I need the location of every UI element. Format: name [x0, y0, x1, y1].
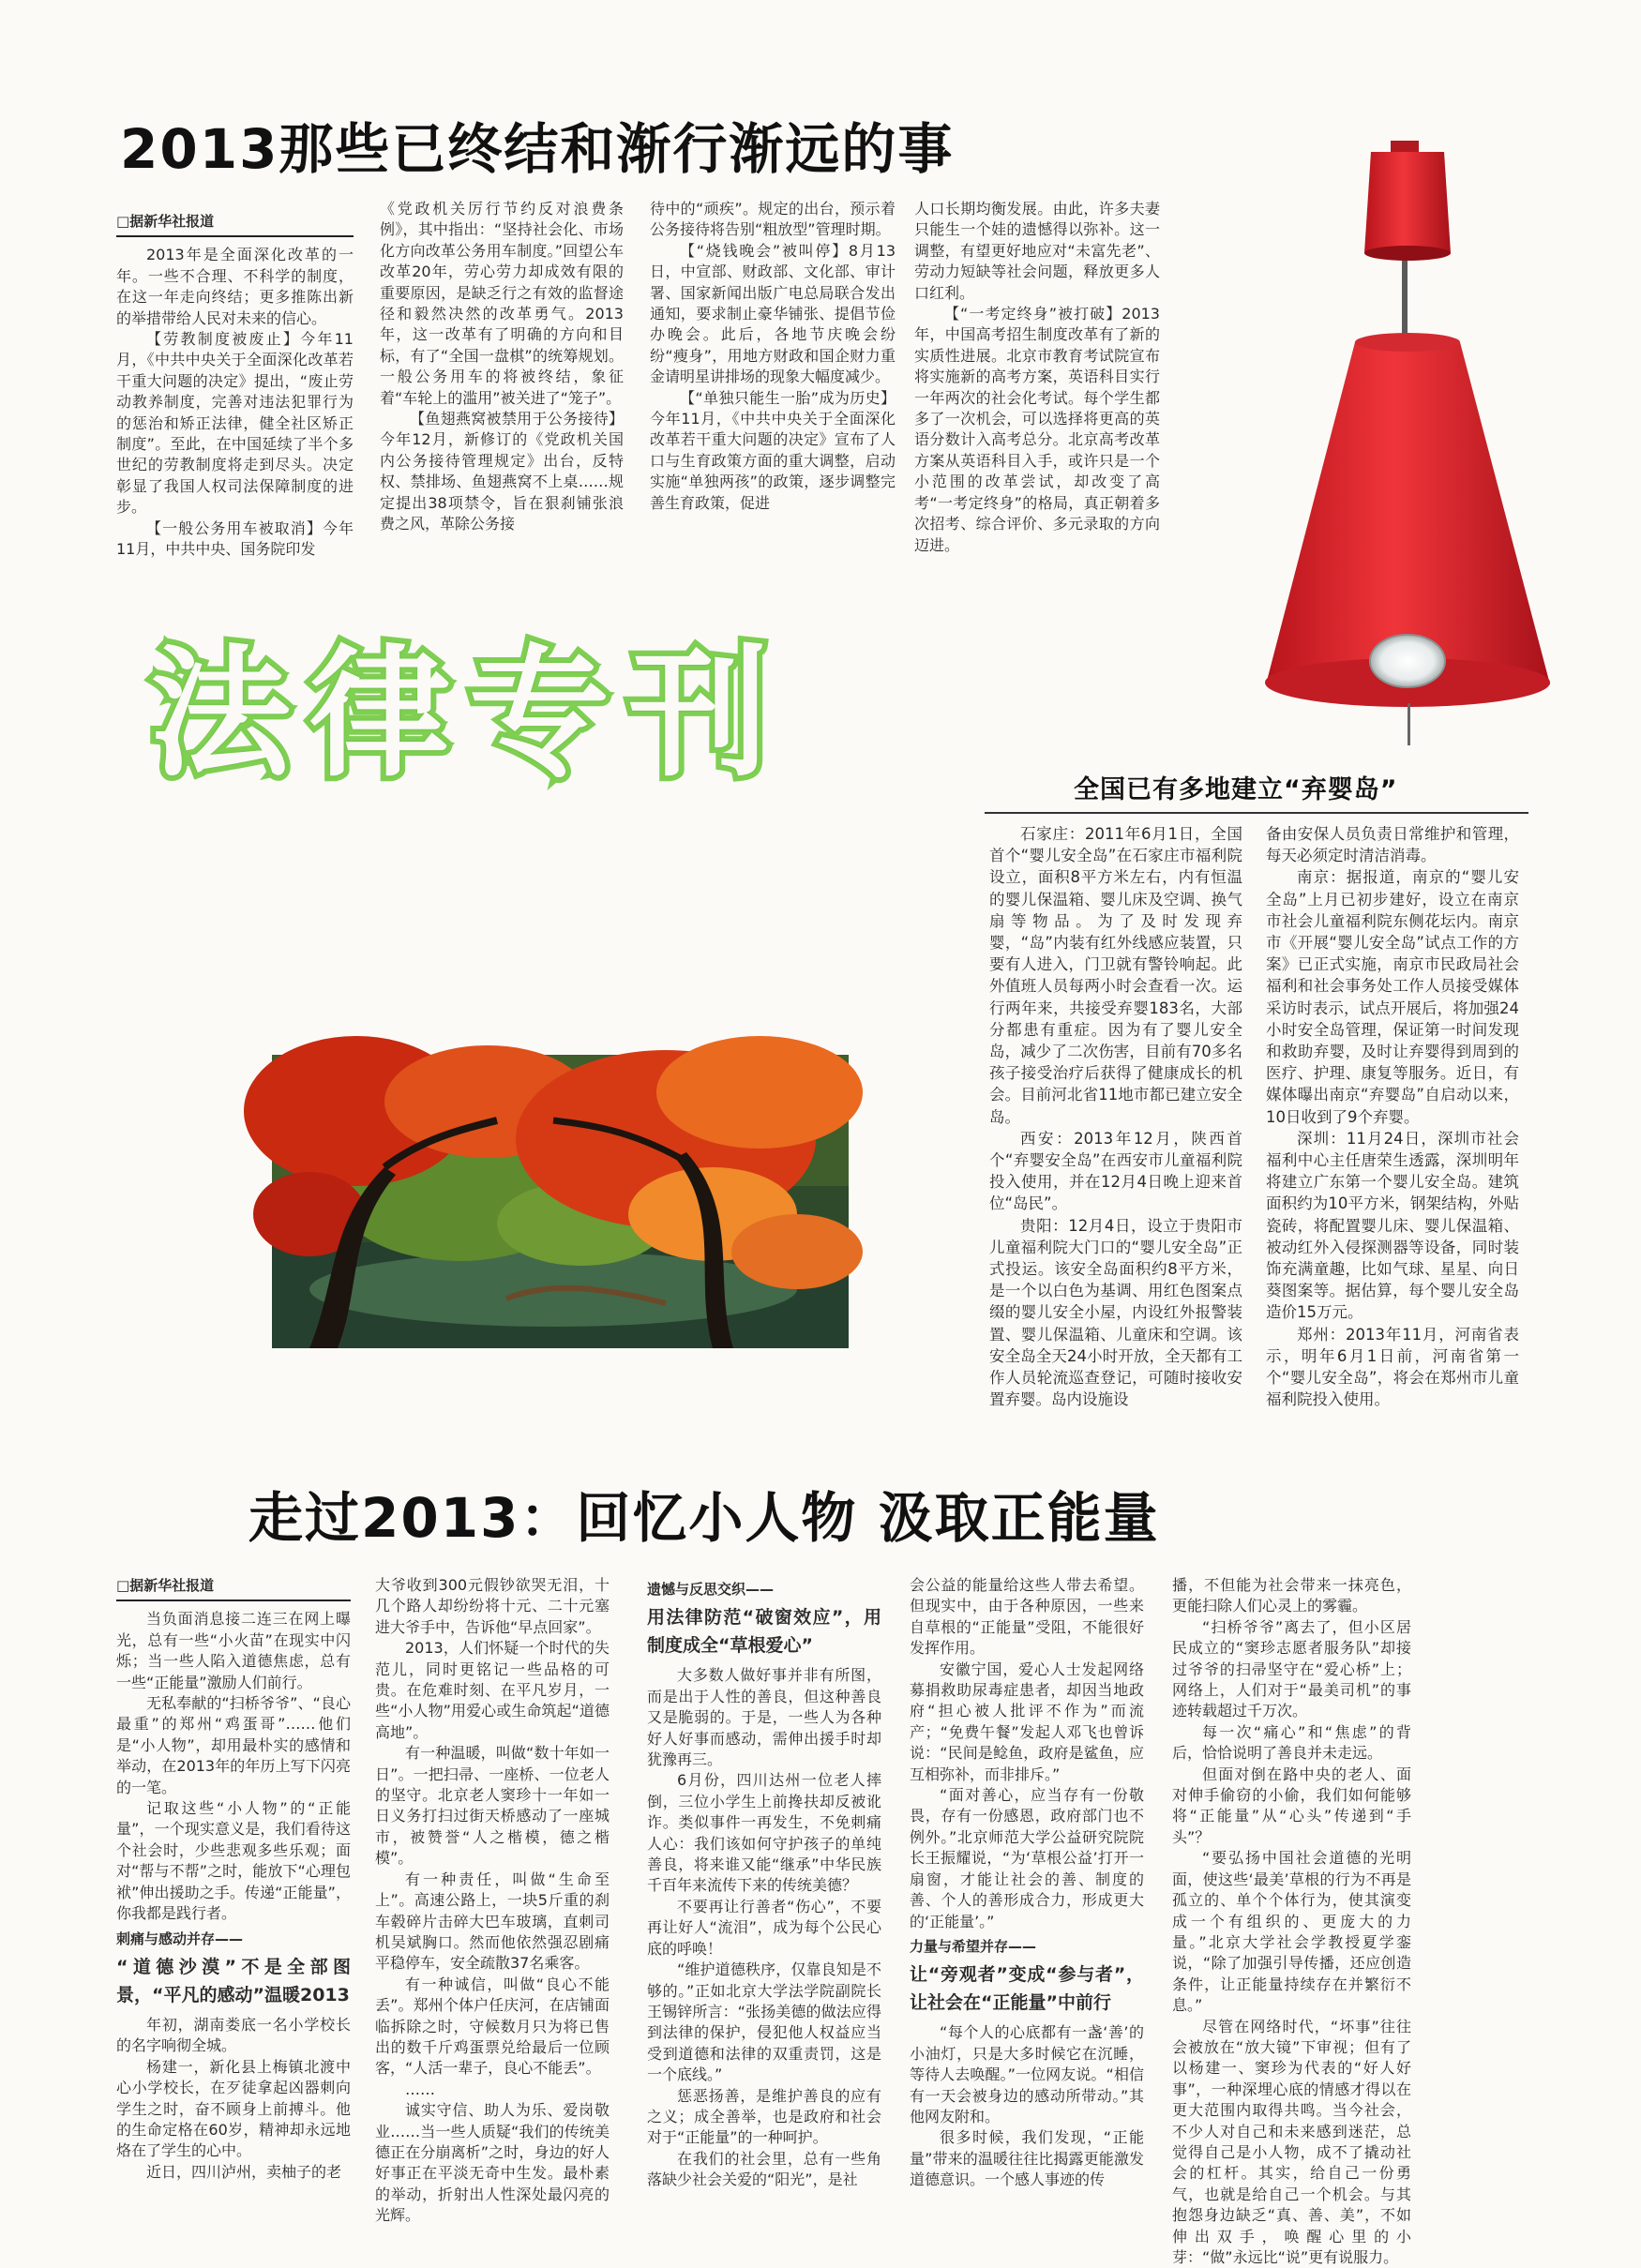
paragraph: 备由安保人员负责日常维护和管理，每天必须定时清洁消毒。	[1266, 825, 1519, 865]
paragraph: 【“烧钱晚会”被叫停】8月13日，中宣部、财政部、文化部、审计署、国家新闻出版广电总局联合发出通知，要求制止豪华铺张、提倡节俭办晚会。此后，各地节庆晚会纷纷“瘦身”，用地方财政和国企财力重金请明星讲排场的现象大幅度减少。	[650, 241, 896, 386]
paragraph: 贵阳：12月4日，设立于贵阳市儿童福利院大门口的“婴儿安全岛”正式投运。该安全岛面积约8平方米，是一个以白色为基调、用红色图案点缀的婴儿安全小屋，内设红外报警装置、婴儿保温箱、儿童床和空调。该安全岛全天24小时开放，全天都有工作人员轮流巡查登记，可随时接收安置弃婴。岛内设施设	[989, 1216, 1242, 1409]
paragraph: 6月份，四川达州一位老人摔倒，三位小学生上前搀扶却反被讹诈。类似事件一再发生，不免刺痛人心：我们该如何守护孩子的单纯善良，将来谁又能“继承”中华民族千百年来流传下来的传统美德？	[647, 1771, 881, 1895]
paragraph: 每一次“痛心”和“焦虑”的背后，恰恰说明了善良并未走远。	[1172, 1722, 1411, 1763]
article1-byline: □据新华社报道	[116, 211, 354, 237]
subheading: 让“旁观者”变成“参与者”，让社会在“正能量”中前行	[910, 1964, 1144, 2014]
paragraph: 南京：据报道，南京的“婴儿安全岛”上月已初步建好，设立在南京市社会儿童福利院东侧花坛内。南京市《开展“婴儿安全岛”试点工作的方案》已正式实施，南京市民政局社会福利和社会事务处工作人员接受媒体采访时表示，试点开展后，将加强24小时安全岛管理，保证第一时间发现和救助弃婴，及时让弃婴得到周到的医疗、护理、康复等服务。近日，有媒体曝出南京“弃婴岛”自启动以来，10日收到了9个弃婴。	[1266, 868, 1519, 1126]
article2-col1	[989, 823, 1242, 1449]
paragraph: 有一种诚信，叫做“良心不能丢”。郑州个体户任庆河，在店铺面临拆除之时，守候数月只为将已售出的数千斤鸡蛋票兑给最后一位顾客，“人活一辈子，良心不能丢”。	[375, 1975, 610, 2078]
paragraph: 会公益的能量给这些人带去希望。但现实中，由于各种原因，一些来自草根的“正能量”受阻，不能很好发挥作用。	[910, 1576, 1144, 1658]
paragraph: 杨建一，新化县上梅镇北渡中心小学校长，在歹徒拿起凶器刺向学生之时，奋不顾身上前搏斗。他的生命定格在60岁，精神却永远地烙在了学生的心中。	[116, 2057, 351, 2160]
paragraph: 近日，四川泸州，卖柚子的老	[146, 2162, 342, 2181]
subheading: 遗憾与反思交织——	[647, 1581, 775, 1598]
paragraph: 有一种温暖，叫做“数十年如一日”。一把扫帚、一座桥、一位老人的坚守。北京老人窦珍十一年如一日义务打扫过街天桥感动了一座城市，被赞誉“人之楷模，德之楷模”。	[375, 1744, 610, 1868]
paragraph: 很多时候，我们发现，“正能量”带来的温暖往往比揭露更能激发道德意识。一个感人事迹的传	[910, 2128, 1144, 2189]
paragraph: 【一般公务用车被取消】今年11月，中共中央、国务院印发	[116, 518, 354, 559]
paragraph: 【“单独只能生一胎”成为历史】今年11月，《中共中央关于全面深化改革若干重大问题的决定》宣布了人口与生育政策方面的重大调整，启动实施“单独两孩”的政策，逐步调整完善生育政策，促进	[650, 388, 896, 512]
article1-col1	[116, 211, 354, 581]
subheading: “道德沙漠”不是全部图景，“平凡的感动”温暖2013	[116, 1956, 351, 2005]
subheading: 用法律防范“破窗效应”，用制度成全“草根爱心”	[647, 1607, 881, 1657]
article3-col5	[1172, 1575, 1411, 2266]
paragraph: 但面对倒在路中央的老人、面对伸手偷窃的小偷，我们如何能够将“正能量”从“心头”传递到“手头”？	[1172, 1765, 1411, 1846]
paragraph: 西安：2013年12月，陕西首个“弃婴安全岛”在西安市儿童福利院投入使用，并在12月4日晚上迎来首位“岛民”。	[989, 1129, 1242, 1213]
paragraph: 安徽宁国，爱心人士发起网络募捐救助尿毒症患者，却因当地政府“担心被人批评不作为”而流产；“免费午餐”发起人邓飞也曾诉说：“民间是鲶鱼，政府是鲨鱼，应互相弥补，而非排斥。”	[910, 1660, 1144, 1783]
paragraph: 深圳：11月24日，深圳市社会福利中心主任唐荣生透露，深圳明年将建立广东第一个婴儿安全岛。建筑面积约为10平方米，钢架结构，外贴瓷砖，将配置婴儿床、婴儿保温箱、被动红外入侵探测器等设备，同时装饰充满童趣，比如气球、星星、向日葵图案等。据估算，每个婴儿安全岛造价15万元。	[1266, 1129, 1519, 1322]
paragraph: 人口长期均衡发展。由此，许多夫妻只能生一个娃的遗憾得以弥补。这一调整，有望更好地应对“未富先老”、劳动力短缺等社会问题，释放更多人口红利。	[914, 200, 1160, 302]
paragraph: 年初，湖南娄底一名小学校长的名字响彻全城。	[116, 2015, 351, 2055]
section-title: 法律专刊	[150, 633, 789, 796]
article3-col2	[375, 1575, 610, 2231]
paragraph: 大多数人做好事并非有所图，而是出于人性的善良，但这种善良又是脆弱的。于是，一些人为各种好人好事而感动，需伸出援手时却犹豫再三。	[647, 1666, 881, 1769]
paragraph: 尽管在网络时代，“坏事”往往会被放在“放大镜”下审视；但有了以杨建一、窦珍为代表的“好人好事”，一种深埋心底的情感才得以在更大范围内取得共鸣。当今社会，不少人对自己和未来感到迷茫，总觉得自己是小人物，成不了撬动社会的杠杆。其实，给自己一份勇气，也就是给自己一个机会。与其抱怨身边缺乏“真、善、美”，不如伸出双手，唤醒心里的小芽：“做”永远比“说”更有说服力。	[1172, 2017, 1411, 2266]
paragraph: “面对善心，应当存有一份敬畏，存有一份感恩，政府部门也不例外。”北京师范大学公益研究院院长王振耀说，“为‘草根公益’打开一扇窗，才能让社会的善、制度的善、个人的善形成合力，形成更大的‘正能量’。”	[910, 1786, 1144, 1930]
paragraph: “维护道德秩序，仅靠良知是不够的。”正如北京大学法学院副院长王锡锌所言：“张扬美德的做法应得到法律的保护，侵犯他人权益应当受到道德和法律的双重责罚，这是一个底线。”	[647, 1960, 881, 2084]
paragraph: 当负面消息接二连三在网上曝光，总有一些“小火苗”在现实中闪烁；当一些人陷入道德焦虑，总有一些“正能量”激励人们前行。	[116, 1610, 351, 1691]
red-lamp-illustration	[1252, 141, 1561, 750]
paragraph: “扫桥爷爷”离去了，但小区居民成立的“窦珍志愿者服务队”却接过爷爷的扫帚坚守在“爱心桥”上；网络上，人们对于“最美司机”的事迹转载超过千万次。	[1172, 1617, 1411, 1720]
paragraph: 待中的“顽疾”。规定的出台，预示着公务接待将告别“粗放型”管理时期。	[650, 200, 896, 239]
article3-col3	[647, 1575, 881, 2231]
article2-col2	[1266, 823, 1519, 1449]
paragraph: 惩恶扬善，是维护善良的应有之义；成全善举，也是政府和社会对于“正能量”的一种呵护。	[647, 2086, 881, 2147]
paragraph: 诚实守信、助人为乐、爱岗敬业……当一些人质疑“我们的传统美德正在分崩离析”之时，身边的好人好事正在平淡无奇中生发。最朴素的举动，折射出人性深处最闪亮的光辉。	[375, 2101, 610, 2225]
paragraph: 2013，人们怀疑一个时代的失范儿，同时更铭记一些品格的可贵。在危难时刻、在平凡岁月，一些“小人物”用爱心或生命筑起“道德高地”。	[375, 1639, 610, 1741]
article1-col2	[380, 199, 624, 578]
headline-bottom: 走过2013：回忆小人物 汲取正能量	[248, 1486, 1160, 1550]
subheading: 力量与希望并存——	[910, 1937, 1037, 1955]
paragraph: 大爷收到300元假钞欲哭无泪，十几个路人却纷纷将十元、二十元塞进大爷手中，告诉他“早点回家”。	[375, 1576, 610, 1636]
paragraph: 记取这些“小人物”的“正能量”，一个现实意义是，我们看待这个社会时，少些悲观多些乐观；面对“帮与不帮”之时，能放下“心理包袱”伸出援助之手。传递“正能量”，你我都是践行者。	[116, 1799, 351, 1923]
paragraph: 石家庄：2011年6月1日，全国首个“婴儿安全岛”在石家庄市福利院设立，面积8平方米左右，内有恒温的婴儿保温箱、婴儿床及空调、换气扇等物品。为了及时发现弃婴，“岛”内装有红外线感应装置，只要有人进入，门卫就有警铃响起。此外值班人员每两小时会查看一次。运行两年来，共接受弃婴183名，大部分都患有重症。因为有了婴儿安全岛，减少了二次伤害，目前有70多名孩子接受治疗后获得了健康成长的机会。目前河北省11地市都已建立安全岛。	[989, 825, 1242, 1126]
paragraph: 【劳教制度被废止】今年11月，《中共中央关于全面深化改革若干重大问题的决定》提出，“废止劳动教养制度，完善对违法犯罪行为的惩治和矫正法律，健全社区矫正制度”。至此，在中国延续了半个多世纪的劳教制度将走到尽头。决定彰显了我国人权司法保障制度的进步。	[116, 330, 354, 517]
paragraph: 2013年是全面深化改革的一年。一些不合理、不科学的制度，在这一年走向终结；更多推陈出新的举措带给人民对未来的信心。	[116, 246, 354, 327]
article1-col4	[914, 199, 1160, 578]
paragraph: ……	[405, 2080, 435, 2098]
paragraph: 【“一考定终身”被打破】2013年，中国高考招生制度改革有了新的实质性进展。北京市教育考试院宣布将实施新的高考方案，英语科目实行一年两次的社会化考试。每个学生都多了一次机会，可以选择将更高的英语分数计入高考总分。北京高考改革方案从英语科目入手，或许只是一个小范围的改革尝试，却改变了高考“一考定终身”的格局，真正朝着多次招考、综合评价、多元录取的方向迈进。	[914, 305, 1160, 554]
divider	[985, 812, 1528, 814]
article1-col3	[650, 199, 896, 578]
article3-col4	[910, 1575, 1144, 2231]
paragraph: 在我们的社会里，总有一些角落缺少社会关爱的“阳光”，是社	[647, 2149, 881, 2189]
subheading: 刺痛与感动并存——	[116, 1930, 244, 1947]
autumn-maple-photo	[272, 1055, 849, 1348]
paragraph: “要弘扬中国社会道德的光明面，使这些‘最美’草根的行为不再是孤立的、单个个体行为，使其演变成一个有组织的、更庞大的力量。”北京大学社会学教授夏学銮说，“除了加强引导传播，还应创造条件，让正能量持续存在并繁衍不息。”	[1172, 1849, 1411, 2015]
paragraph: 播，不但能为社会带来一抹亮色，更能扫除人们心灵上的雾霾。	[1172, 1576, 1411, 1615]
paragraph: 不要再让行善者“伤心”，不要再让好人“流泪”，成为每个公民心底的呼唤！	[647, 1897, 881, 1958]
paragraph: “每个人的心底都有一盏‘善’的小油灯，只是大多时候它在沉睡，等待人去唤醒。”一位网友说。“相信有一天会被身边的感动所带动。”其他网友附和。	[910, 2023, 1144, 2125]
article3-byline: □据新华社报道	[116, 1575, 351, 1601]
paragraph: 有一种责任，叫做“生命至上”。高速公路上，一块5斤重的刹车毂碎片击碎大巴车玻璃，直刺司机吴斌胸口。然而他依然强忍剧痛平稳停车，安全疏散37名乘客。	[375, 1870, 610, 1973]
paragraph: 无私奉献的“扫桥爷爷”、“良心最重”的郑州“鸡蛋哥”……他们是“小人物”，却用最朴实的感情和举动，在2013年的年历上写下闪亮的一笔。	[116, 1694, 351, 1796]
paragraph: 《党政机关厉行节约反对浪费条例》，其中指出：“坚持社会化、市场化方向改革公务用车制度。”回望公车改革20年，劳心劳力却成效有限的重要原因，是缺乏行之有效的监督途径和毅然决然的改革勇气。2013年，这一改革有了明确的方向和目标，有了“全国一盘棋”的统筹规划。一般公务用车的将被终结，象征着“车轮上的滥用”被关进了“笼子”。	[380, 200, 624, 407]
headline-right: 全国已有多地建立“弃婴岛”	[1074, 775, 1398, 804]
paragraph: 郑州：2013年11月，河南省表示，明年6月1日前，河南省第一个“婴儿安全岛”，将会在郑州市儿童福利院投入使用。	[1266, 1325, 1519, 1409]
article3-col1	[116, 1575, 351, 2231]
headline-top: 2013那些已终结和渐行渐远的事	[120, 117, 955, 181]
paragraph: 【鱼翅燕窝被禁用于公务接待】今年12月，新修订的《党政机关国内公务接待管理规定》出台，反特权、禁排场、鱼翅燕窝不上桌……规定提出38项禁令，旨在狠刹铺张浪费之风，革除公务接	[380, 410, 624, 533]
